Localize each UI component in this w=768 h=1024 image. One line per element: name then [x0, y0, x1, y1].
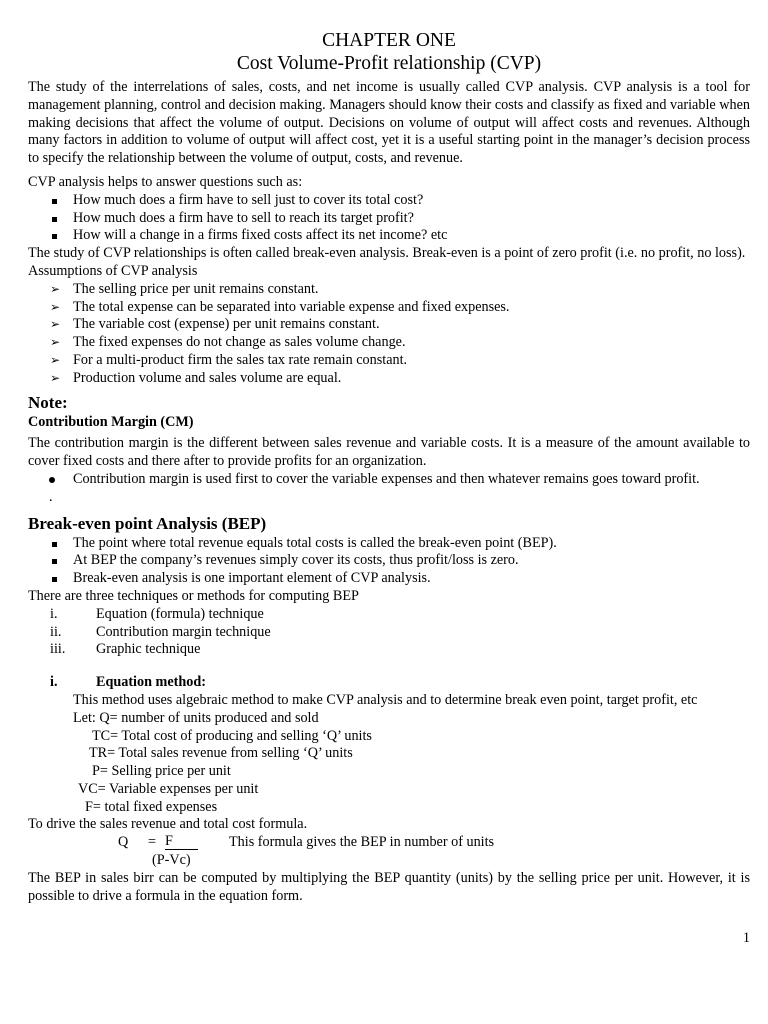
- square-bullet-icon: [52, 577, 57, 582]
- questions-intro: CVP analysis helps to answer questions such as:: [28, 173, 303, 190]
- list-item: How will a change in a firms fixed costs affect its net income? etc: [28, 227, 750, 245]
- cm-list: [28, 471, 750, 489]
- variable-p: P= Selling price per unit: [92, 763, 231, 780]
- list-item: ii. Contribution margin technique: [50, 623, 271, 640]
- formula-denominator: (P-Vc): [152, 852, 191, 869]
- list-item: Contribution margin is used first to cover the variable expenses and then whatever remains goes toward profit.: [28, 471, 750, 489]
- bep-list: [28, 535, 750, 588]
- list-item: ➢ The total expense can be separated into variable expense and fixed expenses.: [50, 298, 510, 315]
- questions-list: [28, 192, 750, 245]
- square-bullet-icon: [52, 199, 57, 204]
- stray-dot: .: [49, 488, 53, 505]
- arrow-bullet-icon: ➢: [50, 281, 61, 296]
- cm-heading: Contribution Margin (CM): [28, 413, 194, 430]
- equation-description: This method uses algebraic method to make CVP analysis and to determine break even point, target profit, etc: [73, 691, 698, 708]
- document-page: [28, 30, 750, 906]
- list-item: i. Equation (formula) technique: [50, 605, 264, 622]
- list-item: ➢ The variable cost (expense) per unit remains constant.: [50, 316, 380, 333]
- square-bullet-icon: [52, 217, 57, 222]
- assumptions-title: Assumptions of CVP analysis: [28, 262, 198, 279]
- techniques-intro: There are three techniques or methods for computing BEP: [28, 587, 359, 604]
- round-bullet-icon: [49, 477, 55, 483]
- variable-vc: VC= Variable expenses per unit: [78, 780, 259, 797]
- equation-method-heading: i. Equation method:: [50, 674, 206, 691]
- formula-intro: To drive the sales revenue and total cost formula.: [28, 816, 308, 833]
- list-item: At BEP the company’s revenues simply cover its costs, thus profit/loss is zero.: [28, 552, 750, 570]
- list-item: How much does a firm have to sell to reach its target profit?: [28, 210, 750, 228]
- bep-formula: [28, 834, 750, 870]
- chapter-title: Cost Volume-Profit relationship (CVP): [236, 53, 542, 74]
- square-bullet-icon: [52, 559, 57, 564]
- bep-heading: Break-even point Analysis (BEP): [28, 513, 267, 533]
- note-heading: Note:: [28, 392, 68, 412]
- arrow-bullet-icon: ➢: [50, 352, 61, 367]
- formula-equals: =: [148, 834, 157, 851]
- variable-tr: TR= Total sales revenue from selling ‘Q’ units: [89, 745, 353, 762]
- list-item: ➢ For a multi-product firm the sales tax rate remain constant.: [50, 351, 408, 368]
- breakeven-paragraph: The study of CVP relationships is often called break-even analysis. Break-even is a point of zero profit (i.e. no profit, no loss).: [28, 245, 746, 262]
- arrow-bullet-icon: ➢: [50, 317, 61, 332]
- variable-q: Let: Q= number of units produced and sold: [73, 709, 319, 726]
- list-item: ➢ The selling price per unit remains constant.: [50, 280, 319, 297]
- formula-note: This formula gives the BEP in number of units: [229, 834, 495, 851]
- assumptions-list: [28, 281, 750, 388]
- page-number: 1: [742, 930, 750, 946]
- list-item: The point where total revenue equals total costs is called the break-even point (BEP).: [28, 535, 750, 553]
- techniques-list: [28, 606, 750, 659]
- formula-numerator: F: [165, 834, 198, 850]
- arrow-bullet-icon: ➢: [50, 335, 61, 350]
- arrow-bullet-icon: ➢: [50, 299, 61, 314]
- square-bullet-icon: [52, 234, 57, 239]
- closing-paragraph: The BEP in sales birr can be computed by multiplying the BEP quantity (units) by the selling price per unit. However, it is possible to drive a formula in the equation form.: [28, 870, 750, 905]
- list-item: Break-even analysis is one important element of CVP analysis.: [28, 570, 750, 588]
- formula-q: Q: [118, 834, 129, 851]
- square-bullet-icon: [52, 542, 57, 547]
- arrow-bullet-icon: ➢: [50, 370, 61, 385]
- chapter-heading: CHAPTER ONE: [322, 30, 456, 51]
- variable-tc: TC= Total cost of producing and selling ‘Q’ units: [92, 727, 372, 744]
- list-item: ➢ Production volume and sales volume are equal.: [50, 369, 342, 386]
- cm-paragraph: The contribution margin is the different between sales revenue and variable costs. It is a measure of the amount available to cover fixed costs and there after to provide profits for an organization.: [28, 435, 750, 470]
- list-item: iii. Graphic technique: [50, 641, 201, 658]
- list-item: ➢ The fixed expenses do not change as sales volume change.: [50, 334, 406, 351]
- list-item: How much does a firm have to sell just to cover its total cost?: [28, 192, 750, 210]
- intro-paragraph: The study of the interrelations of sales, costs, and net income is usually called CVP analysis. CVP analysis is a tool for management planning, control and decision making. Managers should know their costs and classify as fixed and variable when making decisions that affect the volume of output. Decisions on volume of output will affect costs and revenues. Although many factors in addition to volume of output will affect cost, yet it is a useful starting point in the manager’s decision process to specify the relationship between the volume of output, costs, and revenue.: [28, 79, 750, 167]
- variable-f: F= total fixed expenses: [85, 798, 218, 815]
